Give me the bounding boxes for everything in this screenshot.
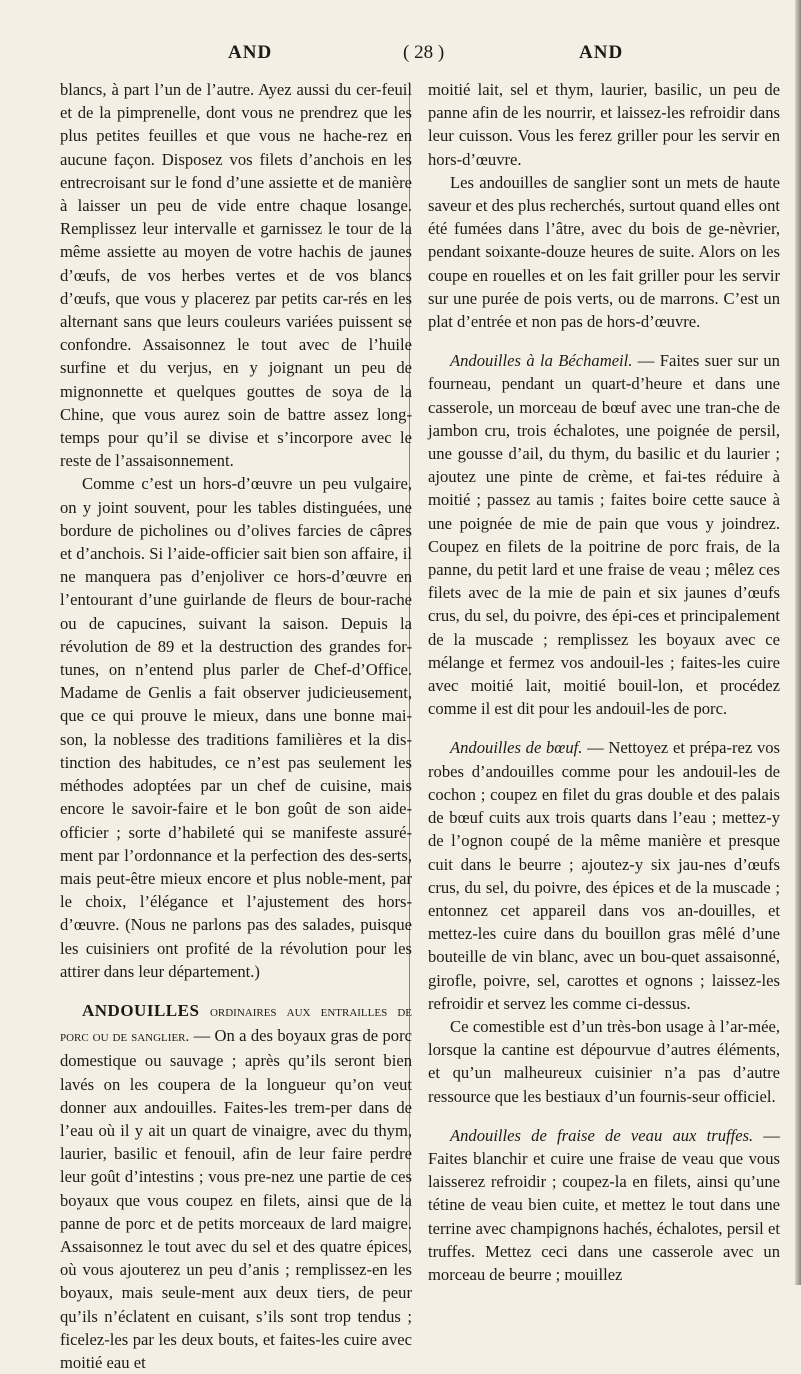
entry-text: — Faites suer sur un fourneau, pendant un quart-d’heure et dans une casserole, un morceau de bœuf avec une tran-che de jambon cru, trois échalotes, une poignée de persil, une gousse d’ail, du thym, du basilic et du laurier ; ajoutez une pinte de crème, et fai-tes réduire à moitié ; passez au tamis ; faites boire cette sauce à une poignée de mie de pain que vous y joindrez. Coupez en filets de la poitrine de porc frais, de la panne, du petit lard et une fraise de veau ; mêlez ces filets avec de la mie de pain et six jaunes d’œufs crus, du sel, du poivre, des épi-ces et principalement de la muscade ; remplissez les boyaux avec ce mélange et fermez vos andouil-les ; faites-les cuire avec moitié lait, moitié bouil-lon, et procédez comme il est dit pour les andouil-les de porc. [428, 351, 780, 719]
entry-title: ANDOUILLES [82, 1000, 200, 1020]
header-left-word: AND [228, 42, 273, 63]
entry-title: Andouilles à la Béchameil. [450, 351, 633, 371]
paragraph: Ce comestible est d’un très-bon usage à l’ar-mée, lorsque la cantine est dépourvue d’autres éléments, et qu’un malheureux cuisinier n’a pas d’autre ressource que les bestiaux d’un fournis-seur officiel. [428, 1016, 780, 1106]
page-number: ( 28 ) [403, 42, 445, 63]
entry-andouilles-fraise-de-veau [428, 1124, 780, 1286]
entry-subtitle: ordinaires aux entrailles de porc ou de sanglier. [60, 1003, 412, 1046]
entry-text: — Faites blanchir et cuire une fraise de veau que vous laisserez refroidir ; coupez-la en filets, ainsi qu’une tétine de veau bien cuite, et mettez le tout dans une terrine avec champignons hachés, échalotes, persil et truffes. Mettez ceci dans une casserole avec un morceau de beurre ; mouillez [428, 1125, 780, 1284]
right-column [428, 78, 780, 1286]
page-edge-shadow [795, 0, 801, 1285]
entry-title: Andouilles de bœuf. [450, 738, 583, 758]
paragraph: Comme c’est un hors-d’œuvre un peu vulgaire, on y joint souvent, pour les tables distinguées, une bordure de picholines ou d’olives farcies de câpres et d’anchois. Si l’aide-officier sait bien son affaire, il ne manquera pas d’enjoliver ce hors-d’œuvre en l’entourant d’une guirlande de fleurs de bour-rache ou de capucines, suivant la saison. Depuis la révolution de 89 et la destruction des grandes for-tunes, on n’entend plus parler de Chef-d’Office. Madame de Genlis a fait observer judicieusement, que ce qui prouve le mieux, dans une bonne mai-son, la noblesse des traditions familières et la dis-tinction des habitudes, ce n’est pas seulement les méthodes adoptées par un chef de cuisine, mais encore le savoir-faire et le bon goût de son aide-officier ; sorte d’habileté qui se manifeste assuré-ment par l’ordonnance et la perfection des des-serts, mais peut-être mieux encore et plus noble-ment, par le choix, l’élégance et l’ajustement des hors-d’œuvre. (Nous ne parlons pas des salades, puisque les cuisiniers ont profité de la révolution pour les attirer dans leur département.) [60, 474, 412, 981]
paragraph: moitié lait, sel et thym, laurier, basilic, un peu de panne afin de les nourrir, et laissez-les refroidir dans leur cuisson. Vous les ferez griller pour les servir en hors-d’œuvre. [428, 80, 780, 169]
entry-title: Andouilles de fraise de veau aux truffes. [450, 1125, 754, 1145]
left-column [60, 78, 412, 1374]
running-header [30, 42, 780, 72]
header-right-word: AND [579, 42, 624, 63]
entry-andouilles-bechameil [428, 349, 780, 720]
entry-andouilles-boeuf [428, 736, 780, 1014]
paragraph: Les andouilles de sanglier sont un mets de haute saveur et des plus recherchés, surtout quand elles ont été fumées dans l’âtre, avec du bois de ge-nèvrier, pendant soixante-douze heures de suite. Alors on les coupe en rouelles et on les fait griller pour les servir sur une purée de pois verts, ou de marrons. C’est un plat d’entrée et non pas de hors-d’œuvre. [428, 172, 780, 332]
paragraph: blancs, à part l’un de l’autre. Ayez aussi du cer-feuil et de la pimprenelle, dont vous ne prendrez que les plus petites feuilles et que vous ne hache-rez en aucune façon. Disposez vos filets d’anchois en les entrecroisant sur le fond d’une assiette et de manière à laisser un peu de vide entre chaque losange. Remplissez leur intervalle et garnissez le tour de la même assiette au moyen de votre hachis de jaunes d’œufs, de vos herbes vertes et de vos blancs d’œufs, que vous y placerez par petits car-rés en les alternant sans que leurs couleurs variées puissent se confondre. Assaisonnez le tout avec de l’huile surfine et du verjus, en y joignant un peu de mignonnette et quelques gouttes de soya de la Chine, que vous aurez soin de battre assez long-temps pour qu’il se divise et s’incorpore avec le reste de l’assaisonnement. [60, 80, 412, 471]
entry-andouilles-ordinaires [60, 999, 412, 1374]
entry-text: — Nettoyez et prépa-rez vos robes d’andouilles comme pour les andouil-les de cochon ; coupez en filet du gras double et des palais de bœuf cuits aux trois quarts dans l’eau ; mettez-y de l’ognon coupé de la même manière et presque cuit dans le beurre ; ajoutez-y six jau-nes d’œufs crus, du sel, du poivre, des épices et de la muscade ; entonnez cet appareil dans vos an-douilles, et mettez-les cuire dans du bouillon gras mêlé d’une bouteille de vin blanc, avec un bou-quet assaisonné, girofle, poivre, sel, carottes et ognons ; laissez-les refroidir et servez les comme ci-dessus. [428, 738, 780, 1013]
entry-text: — On a des boyaux gras de porc domestique ou sauvage ; après qu’ils seront bien lavés on les coupera de la longueur qu’on veut donner aux andouilles. Faites-les trem-per dans de l’eau où il y ait un quart de vinaigre, avec du thym, laurier, basilic et fenouil, afin de leur faire perdre leur goût d’intestins ; vous pre-nez une partie de ces boyaux que vous coupez en filets, ainsi que de la panne de porc et de petits morceaux de lard maigre. Assaisonnez le tout avec du sel et des quatre épices, où vous ajouterez un peu d’anis ; remplissez-en les boyaux, mais seule-ment aux deux tiers, de peur qu’ils n’éclatent en cuisant, s’ils sont trop tendus ; ficelez-les par les deux bouts, et faites-les cuire avec moitié eau et [60, 1026, 412, 1372]
